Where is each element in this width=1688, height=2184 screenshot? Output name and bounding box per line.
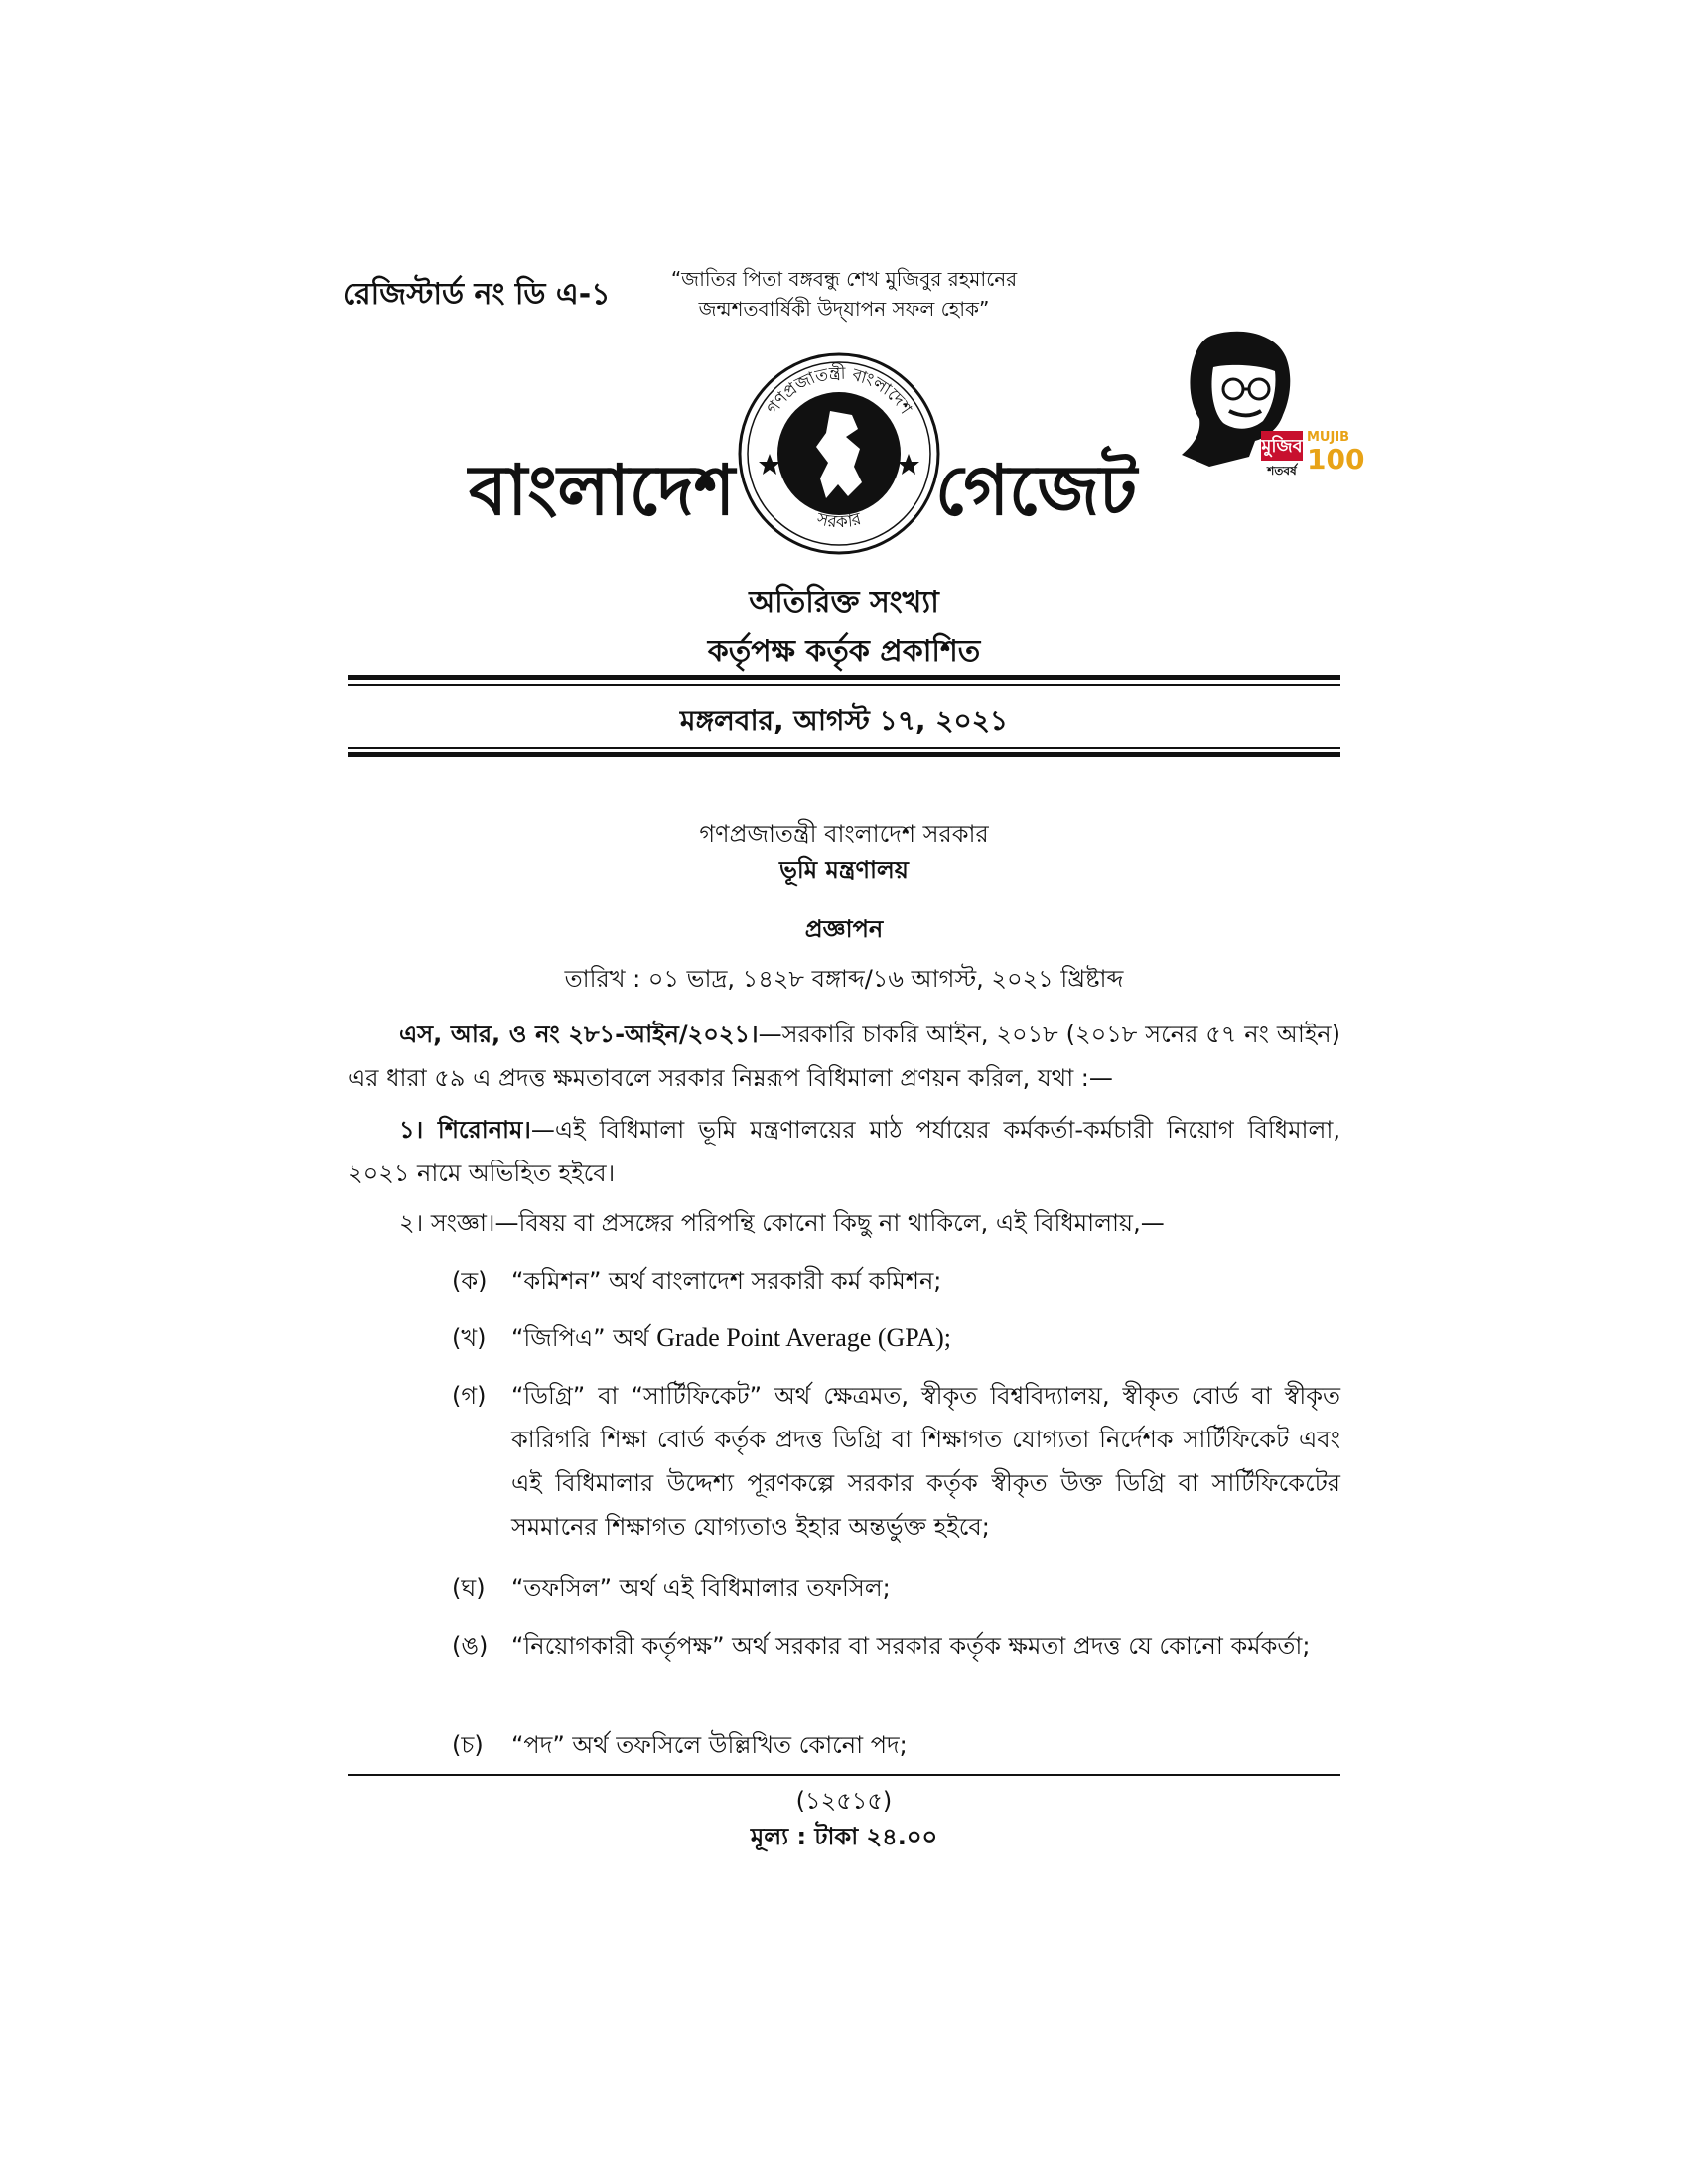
definition-text-en: Grade Point Average (GPA); (656, 1323, 951, 1352)
issue-date: মঙ্গলবার, আগস্ট ১৭, ২০২১ (679, 704, 1009, 737)
sro-text: —সরকারি চাকরি আইন, ২০১৮ (২০১৮ সনের ৫৭ নং আইন) এর ধারা ৫৯ এ প্রদত্ত ক্ষমতাবলে সরকার নিম্নরূপ বিধিমালা প্রণয়ন করিল, যথা :— (348, 1021, 1340, 1092)
price-label: মূল্য : টাকা ২৪.০০ (750, 1823, 938, 1850)
definition-item (452, 1374, 1340, 1549)
header-rule-top-thin (348, 684, 1340, 686)
footer-rule (348, 1774, 1340, 1776)
definition-item (452, 1723, 1340, 1767)
definition-label: (ক) (452, 1267, 488, 1295)
definition-text: “ডিগ্রি” বা “সার্টিফিকেট” অর্থ ক্ষেত্রমত, স্বীকৃত বিশ্ববিদ্যালয়, স্বীকৃত বোর্ড বা স্বীকৃত কারিগরি শিক্ষা বোর্ড কর্তৃক প্রদত্ত ডিগ্রি বা শিক্ষাগত যোগ্যতা নির্দেশক সার্টিফিকেট এবং এই বিধিমালার উদ্দেশ্য পূরণকল্পে সরকার কর্তৃক স্বীকৃত উক্ত ডিগ্রি বা সার্টিফিকেটের সমমানের শিক্ষাগত যোগ্যতাও ইহার অন্তর্ভুক্ত হইবে; (511, 1382, 1340, 1541)
definition-item (452, 1259, 1340, 1302)
section-1-text: —এই বিধিমালা ভূমি মন্ত্রণালয়ের মাঠ পর্যায়ের কর্মকর্তা-কর্মচারী নিয়োগ বিধিমালা, ২০২১ নামে অভিহিত হইবে। (348, 1116, 1340, 1187)
header-rule-top-thick (348, 675, 1340, 680)
slogan-line-1: “জাতির পিতা বঙ্গবন্ধু শেখ মুজিবুর রহমানের (670, 267, 1018, 291)
centenary-slogan (635, 264, 1053, 324)
registered-number: রেজিস্টার্ড নং ডি এ-১ (343, 277, 611, 312)
definition-item (452, 1567, 1340, 1610)
gazette-title-right: গেজেট (935, 450, 1138, 531)
definition-text: “পদ” অর্থ তফসিলে উল্লিখিত কোনো পদ; (511, 1731, 908, 1759)
definition-text-bn: “জিপিএ” অর্থ (511, 1324, 657, 1352)
government-name: গণপ্রজাতন্ত্রী বাংলাদেশ সরকার (699, 820, 989, 848)
section-2-label: ২। সংজ্ঞা। (399, 1209, 495, 1237)
definition-label: (ঙ) (452, 1632, 489, 1660)
extra-issue-label: অতিরিক্ত সংখ্যা (749, 585, 939, 619)
notice-date: তারিখ : ০১ ভাদ্র, ১৪২৮ বঙ্গাব্দ/১৬ আগস্ট, ২০২১ খ্রিষ্টাব্দ (564, 965, 1124, 993)
header-rule-bottom-thin (348, 747, 1340, 749)
section-1-label: ১। শিরোনাম। (399, 1116, 531, 1144)
logo-100: 100 (1307, 443, 1365, 476)
gazette-title-left: বাংলাদেশ (469, 450, 736, 531)
definition-label: (খ) (452, 1324, 487, 1352)
logo-sub: শতবর্ষ (1267, 464, 1297, 478)
notice-heading: প্রজ্ঞাপন (804, 915, 884, 943)
definition-text: “নিয়োগকারী কর্তৃপক্ষ” অর্থ সরকার বা সরকার কর্তৃক ক্ষমতা প্রদত্ত যে কোনো কর্মকর্তা; (511, 1632, 1311, 1660)
sro-number: এস, আর, ও নং ২৮১-আইন/২০২১। (399, 1021, 759, 1048)
published-by-label: কর্তৃপক্ষ কর্তৃক প্রকাশিত (707, 634, 981, 669)
section-2 (348, 1201, 1340, 1245)
section-2-text: —বিষয় বা প্রসঙ্গের পরিপন্থি কোনো কিছু না থাকিলে, এই বিধিমালায়,— (494, 1209, 1165, 1237)
logo-mujib: MUJIB (1307, 430, 1350, 445)
ministry-name: ভূমি মন্ত্রণালয় (779, 856, 909, 884)
definition-item (452, 1316, 1340, 1360)
definition-text: “তফসিল” অর্থ এই বিধিমালার তফসিল; (511, 1574, 891, 1602)
section-1 (348, 1108, 1340, 1195)
page-number: (১২৫১৫) (795, 1787, 893, 1815)
definition-item (452, 1624, 1340, 1668)
slogan-line-2: জন্মশতবার্ষিকী উদ্‌যাপন সফল হোক” (698, 297, 990, 321)
definition-label: (গ) (452, 1382, 487, 1410)
sro-paragraph (348, 1013, 1340, 1100)
definition-label: (ঘ) (452, 1574, 486, 1602)
definition-text (511, 1316, 1340, 1360)
header-rule-bottom-thick (348, 752, 1340, 757)
seal-bottom-text: সরকার (814, 509, 864, 533)
mujib-centenary-logo-icon (1152, 328, 1365, 486)
definition-label: (চ) (452, 1731, 484, 1759)
definition-text: “কমিশন” অর্থ বাংলাদেশ সরকারী কর্ম কমিশন; (511, 1267, 942, 1295)
government-seal-icon (735, 349, 943, 558)
logo-word: মুজিব (1261, 436, 1303, 457)
seal-top-text: গণপ্রজাতন্ত্রী বাংলাদেশ (763, 363, 915, 419)
